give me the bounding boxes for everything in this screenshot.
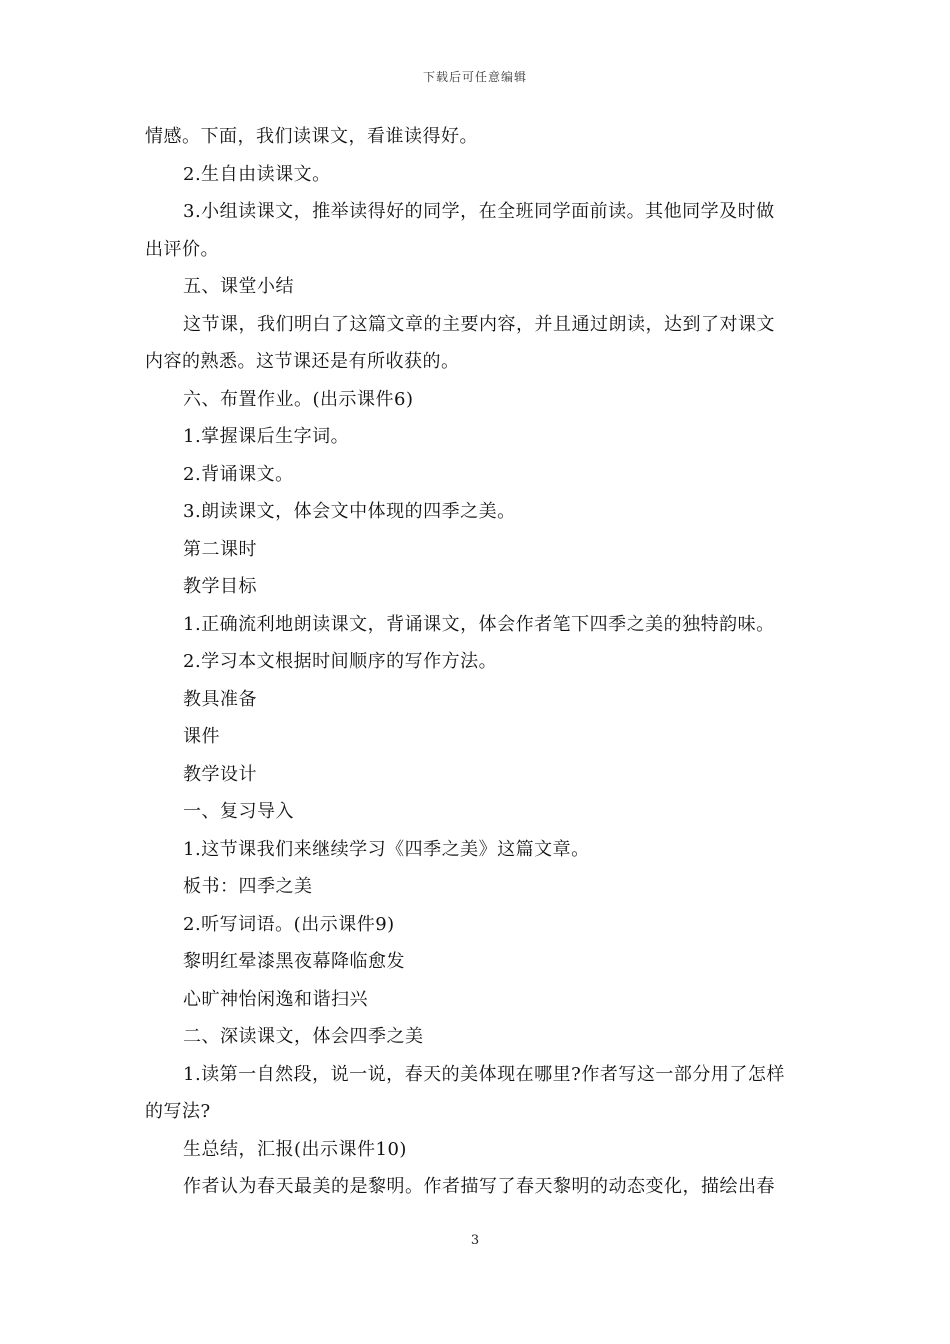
text-line: 2.学习本文根据时间顺序的写作方法。 (183, 651, 498, 672)
text-line: 作者认为春天最美的是黎明。作者描写了春天黎明的动态变化，描绘出春 (183, 1176, 775, 1197)
section-heading: 教学设计 (183, 763, 257, 785)
text-line: 的写法? (145, 1101, 211, 1122)
text-line: 1.这节课我们来继续学习《四季之美》这篇文章。 (183, 838, 590, 860)
text-line: 黎明红晕漆黑夜幕降临愈发 (183, 951, 405, 972)
text-line: 1.正确流利地朗读课文，背诵课文，体会作者笔下四季之美的独特韵味。 (183, 613, 775, 635)
section-heading: 二、深读课文，体会四季之美 (183, 1026, 424, 1047)
text-line: 这节课，我们明白了这篇文章的主要内容，并且通过朗读，达到了对课文 (183, 313, 775, 335)
text-line: 内容的熟悉。这节课还是有所收获的。 (145, 351, 460, 372)
document-body (145, 122, 810, 1210)
page-header-note: 下载后可任意编辑 (422, 70, 527, 84)
text-line: 心旷神怡闲逸和谐扫兴 (183, 988, 368, 1010)
text-line: 生总结，汇报(出示课件10) (183, 1138, 407, 1160)
section-heading: 五、课堂小结 (183, 276, 294, 297)
text-line: 1.读第一自然段，说一说，春天的美体现在哪里?作者写这一部分用了怎样 (183, 1063, 785, 1085)
section-heading: 一、复习导入 (183, 801, 294, 822)
section-heading: 教学目标 (183, 576, 257, 597)
section-heading: 教具准备 (183, 688, 257, 710)
text-line: 板书：四季之美 (183, 876, 313, 897)
section-heading: 六、布置作业。(出示课件6) (183, 388, 414, 410)
page-number: 3 (470, 1233, 480, 1248)
text-line: 出评价。 (145, 238, 219, 260)
text-line: 课件 (183, 726, 220, 747)
text-line: 情感。下面，我们读课文，看谁读得好。 (145, 126, 478, 147)
section-heading: 第二课时 (183, 538, 257, 560)
text-line: 2.听写词语。(出示课件9) (183, 913, 395, 935)
text-line: 2.背诵课文。 (183, 463, 294, 485)
text-line: 3.朗读课文，体会文中体现的四季之美。 (183, 501, 516, 522)
text-line: 3.小组读课文，推举读得好的同学，在全班同学面前读。其他同学及时做 (183, 201, 775, 222)
text-line: 2.生自由读课文。 (183, 163, 331, 185)
text-line: 1.掌握课后生字词。 (183, 426, 350, 447)
